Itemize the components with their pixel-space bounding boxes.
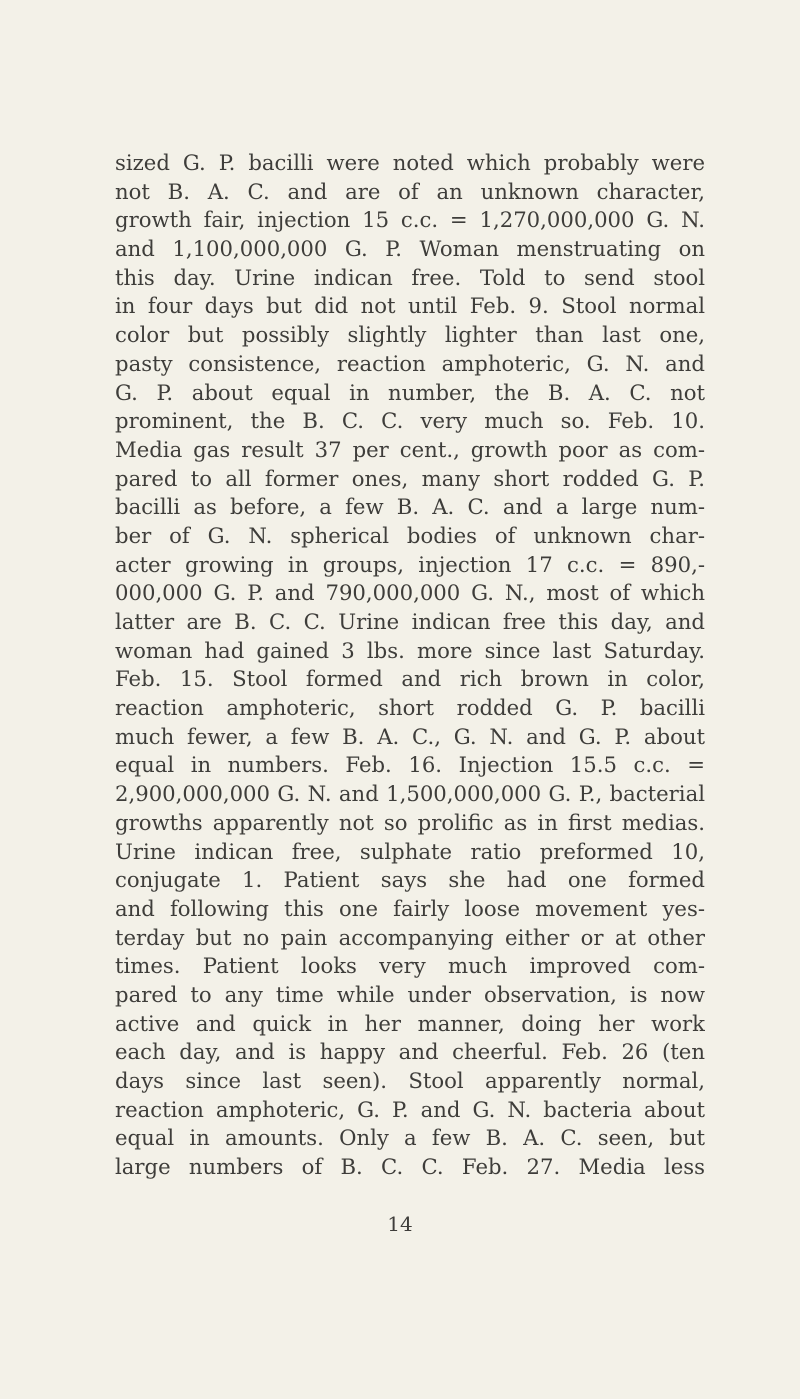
text-line: woman had gained 3 lbs. more since last Saturday.: [115, 637, 705, 663]
text-line: and following this one fairly loose movement yes-: [115, 895, 705, 921]
text-line: in four days but did not until Feb. 9. Stool normal: [115, 293, 705, 319]
text-line: large numbers of B. C. C. Feb. 27. Media less: [115, 1154, 705, 1180]
text-line: growths apparently not so prolific as in first medias.: [115, 809, 705, 835]
text-line: reaction amphoteric, short rodded G. P. bacilli: [115, 695, 705, 721]
text-line: ber of G. N. spherical bodies of unknown char-: [115, 522, 705, 548]
text-line: color but possibly slightly lighter than last one,: [115, 322, 705, 348]
text-line: pared to any time while under observation, is now: [115, 981, 705, 1007]
text-line: Urine indican free, sulphate ratio preformed 10,: [115, 838, 705, 864]
text-line: 000,000 G. P. and 790,000,000 G. N., most of which: [115, 580, 705, 606]
text-line: times. Patient looks very much improved com-: [115, 953, 705, 979]
text-line: 2,900,000,000 G. N. and 1,500,000,000 G. P., bacterial: [115, 781, 705, 807]
text-line: and 1,100,000,000 G. P. Woman menstruating on: [115, 236, 705, 262]
text-line: sized G. P. bacilli were noted which probably were: [115, 150, 705, 175]
text-line: Media gas result 37 per cent., growth poor as com-: [115, 436, 705, 462]
text-line: this day. Urine indican free. Told to send stool: [115, 264, 705, 290]
text-line: much fewer, a few B. A. C., G. N. and G. P. about: [115, 723, 705, 749]
text-line: terday but no pain accompanying either or at other: [115, 924, 705, 950]
text-line: equal in amounts. Only a few B. A. C. seen, but: [115, 1125, 705, 1151]
text-line: acter growing in groups, injection 17 c.c. = 890,-: [115, 551, 705, 577]
text-line: reaction amphoteric, G. P. and G. N. bacteria about: [115, 1096, 705, 1122]
text-line: days since last seen). Stool apparently normal,: [115, 1068, 705, 1093]
text-line: pared to all former ones, many short rodded G. P.: [115, 465, 705, 491]
text-line: growth fair, injection 15 c.c. = 1,270,000,000 G. N.: [115, 207, 705, 233]
body-text: [115, 149, 705, 1182]
text-line: latter are B. C. C. Urine indican free this day, and: [115, 609, 705, 634]
text-line: Feb. 15. Stool formed and rich brown in color,: [115, 666, 705, 692]
text-line: prominent, the B. C. C. very much so. Feb. 10.: [115, 408, 705, 434]
text-line: each day, and is happy and cheerful. Feb. 26 (ten: [115, 1039, 705, 1065]
page-number: 14: [387, 1212, 413, 1236]
text-line: G. P. about equal in number, the B. A. C. not: [115, 379, 705, 405]
text-line: equal in numbers. Feb. 16. Injection 15.5 c.c. =: [115, 752, 705, 778]
text-line: active and quick in her manner, doing her work: [115, 1010, 705, 1036]
text-line: bacilli as before, a few B. A. C. and a large num-: [115, 494, 705, 520]
text-line: pasty consistence, reaction amphoteric, G. N. and: [115, 350, 705, 376]
text-line: not B. A. C. and are of an unknown character,: [115, 178, 705, 204]
text-line: conjugate 1. Patient says she had one formed: [115, 867, 705, 893]
